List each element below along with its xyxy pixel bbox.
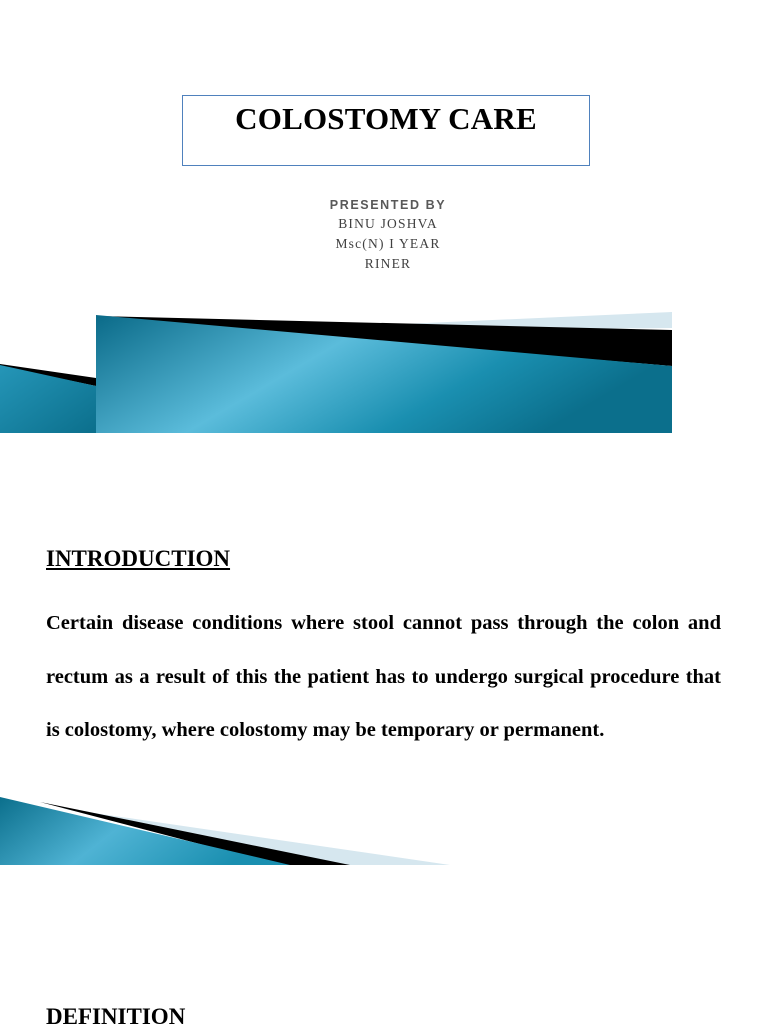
decorative-band	[0, 0, 768, 433]
presented-by-label: PRESENTED BY	[329, 198, 447, 212]
definition-heading: DEFINITION	[46, 1004, 186, 1024]
introduction-paragraph: Certain disease conditions where stool cannot pass through the colon and rectum as a result of this the patient has to undergo surgical procedure that is colostomy, where colostomy may be temporary or permanent.	[46, 612, 721, 741]
title-slide	[0, 0, 768, 433]
introduction-heading: INTRODUCTION	[46, 546, 231, 571]
bottom-band	[0, 433, 768, 873]
document-page	[0, 433, 768, 1024]
slide-title: COLOSTOMY CARE	[235, 101, 537, 136]
presenter-course: Msc(N) I YEAR	[335, 236, 441, 251]
presenter-institution: RINER	[364, 256, 412, 271]
presenter-name: BINU JOSHVA	[338, 216, 438, 231]
